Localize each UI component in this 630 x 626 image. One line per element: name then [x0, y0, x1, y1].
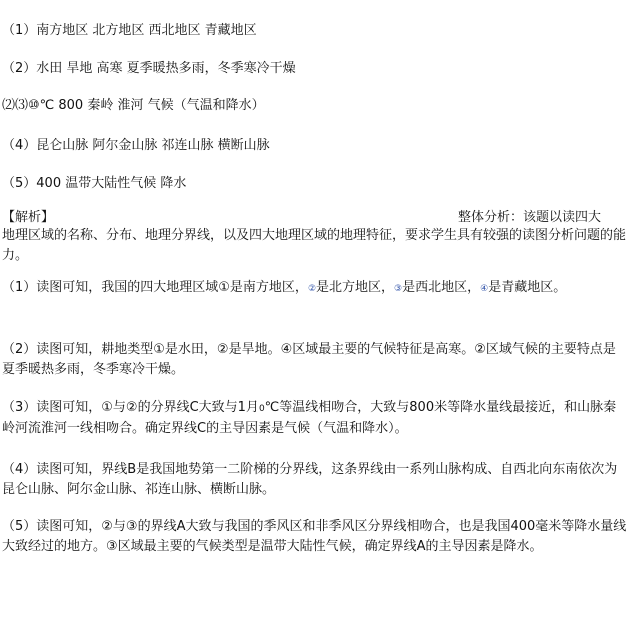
answer-2: （2）水田 旱地 高寒 夏季暖热多雨，冬季寒冷干燥: [2, 61, 296, 76]
analysis-paragraph-2: （2）读图可知，耕地类型①是水田，②是旱地。④区域最主要的气候特征是高寒。②区域气候的主要特点是夏季暖热多雨，冬季寒冷干燥。: [2, 342, 616, 377]
analysis-paragraph-1: （1）读图可知，我国的四大地理区域①是南方地区，②是北方地区，③是西北地区，④是青藏地区。: [2, 278, 628, 299]
answer-4: （4）昆仑山脉 阿尔金山脉 祁连山脉 横断山脉: [2, 138, 270, 153]
region-3-marker: ③: [394, 284, 403, 294]
analysis-header: 【解析】: [2, 210, 55, 225]
region-4-marker: ④: [480, 284, 489, 294]
region-2-marker: ②: [307, 284, 317, 294]
analysis-paragraph-3: （3）读图可知，①与②的分界线C大致与1月0℃等温线相吻合，大致与800米等降水量线最接近，和山脉秦岭河流淮河一线相吻合。确定界线C的主导因素是气候（气温和降水）。: [2, 400, 617, 436]
analysis-paragraph-4: （4）读图可知，界线B是我国地势第一二阶梯的分界线，这条界线由一系列山脉构成、自西北向东南依次为昆仑山脉、阿尔金山脉、祁连山脉、横断山脉。: [2, 462, 618, 497]
overview-text: 地理区域的名称、分布、地理分界线，以及四大地理区域的地理特征，要求学生具有较强的读图分析问题的能力。: [2, 228, 627, 263]
answer-3: ⑵⑶⑩℃ 800 秦岭 淮河 气候（气温和降水）: [2, 98, 265, 113]
analysis-paragraph-5: （5）读图可知，②与③的界线A大致与我国的季风区和非季风区分界线相吻合，也是我国400毫米等降水量线大致经过的地方。③区域最主要的气候类型是温带大陆性气候，确定界线A的主导因素是降水。: [2, 519, 627, 554]
answer-1: （1）南方地区 北方地区 西北地区 青藏地区: [2, 23, 257, 38]
temperature-subscript: 0: [258, 404, 265, 414]
overview-label: 整体分析：该题以读四大: [458, 210, 602, 225]
answer-5: （5）400 温带大陆性气候 降水: [2, 176, 187, 191]
